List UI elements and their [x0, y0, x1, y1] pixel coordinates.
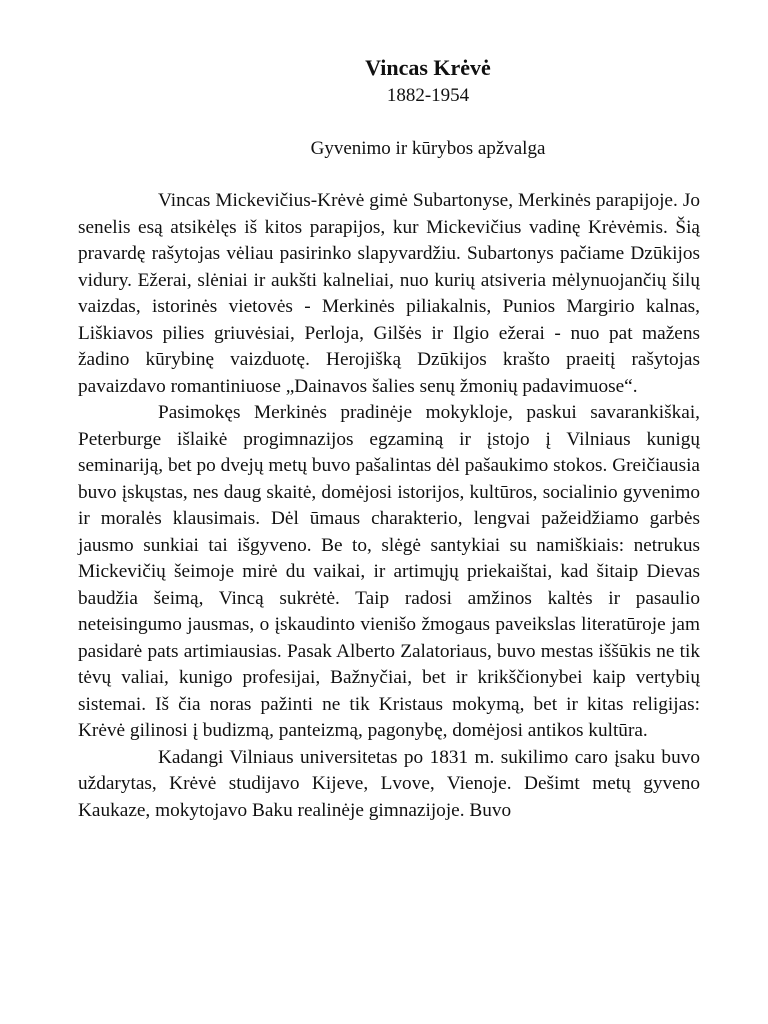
document-subtitle: Gyvenimo ir kūrybos apžvalga — [310, 138, 546, 159]
paragraph-2: Pasimokęs Merkinės pradinėje mokykloje, paskui savarankiškai, Peterburge išlaikė progimnazijos egzaminą ir įstojo į Vilniaus kunigų seminariją, bet po dvejų metų buvo pašalintas dėl pašaukimo stokos. Greičiausia buvo įskųstas, nes daug skaitė, domėjosi istorijos, kultūros, socialinio gyvenimo ir moralės klausimais. Dėl ūmaus charakterio, lengvai pažeidžiamo garbės jausmo sunkiai tai išgyveno. Be to, slėgė santykiai su namiškiais: netrukus Mickevičių šeimoje mirė du vaikai, ir artimųjų priekaištai, kad šitaip Dievas baudžia šeimą, Vincą sukrėtė. Taip radosi amžinos kaltės ir pasaulio neteisingumo jausmas, o įskaudinto vienišo žmogaus paveikslas literatūroje jam pasidarė pats artimiausias. Pasak Alberto Zalatoriaus, buvo mestas iššūkis ne tik tėvų valiai, kunigo profesijai, Bažnyčiai, bet ir krikščionybei kaip vertybių sistemai. Iš čia noras pažinti ne tik Kristaus mokymą, bet ir kitas religijas: Krėvė gilinosi į budizmą, panteizmą, pagonybę, domėjosi antikos kultūra. — [78, 402, 700, 741]
document-header — [278, 54, 578, 110]
paragraph-3: Kadangi Vilniaus universitetas po 1831 m. sukilimo caro įsaku buvo uždarytas, Krėvė studijavo Kijeve, Lvove, Vienoje. Dešimt metų gyveno Kaukaze, mokytojavo Baku realinėje gimnazijoje. Buvo — [78, 746, 700, 821]
author-years: 1882-1954 — [386, 85, 470, 106]
paragraph-1: Vincas Mickevičius-Krėvė gimė Subartonyse, Merkinės parapijoje. Jo senelis esą atsikėlęs iš kitos parapijos, kur Mickevičius vadinę Krėvėmis. Šią pravardę rašytojas vėliau pasirinko slapyvardžiu. Subartonys pačiame Dzūkijos vidury. Ežerai, slėniai ir aukšti kalneliai, nuo kurių atsiveria mėlynuojančių šilų vaizdas, istorinės vietovės - Merkinės piliakalnis, Punios Margirio kalnas, Liškiavos pilies griuvėsiai, Perloja, Gilšės ir Ilgio ežerai - nuo pat mažens žadino kūrybinę vaizduotę. Herojišką Dzūkijos krašto praeitį rašytojas pavaizdavo romantiniuose „Dainavos šalies senų žmonių padavimuose“. — [78, 190, 700, 397]
document-page — [78, 54, 700, 824]
author-name: Vincas Krėvė — [365, 55, 491, 80]
